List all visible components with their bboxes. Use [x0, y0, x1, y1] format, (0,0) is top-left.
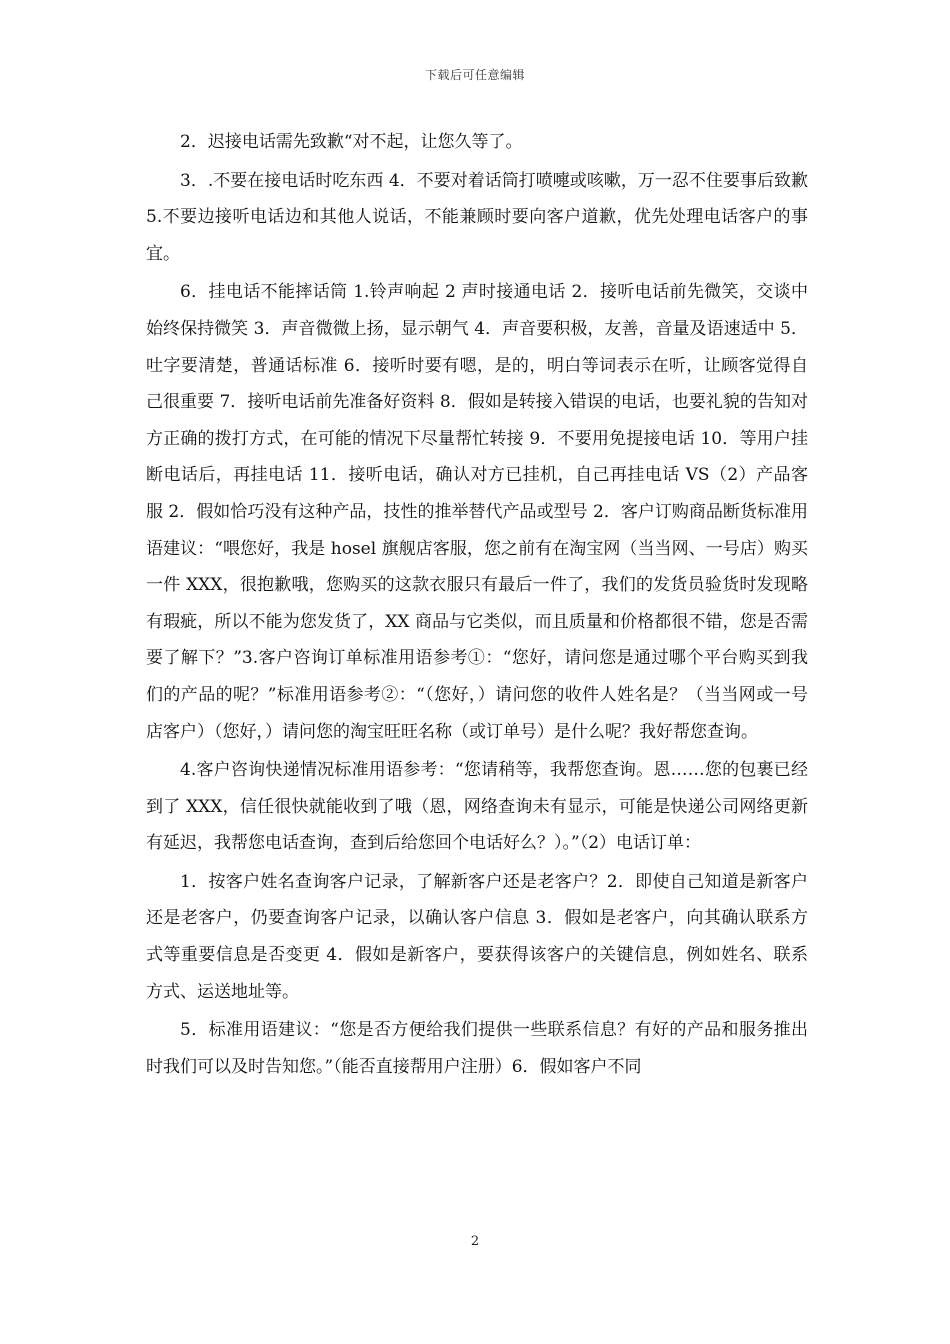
paragraph-2: 3．.不要在接电话时吃东西 4．不要对着话筒打喷嚏或咳嗽，万一忍不住要事后致歉 5.不要边接听电话边和其他人说话，不能兼顾时要向客户道歉，优先处理电话客户的事宜。 [146, 170, 808, 264]
document-body [146, 124, 808, 1087]
page-number: 2 [470, 1234, 480, 1249]
paragraph-3: 6．挂电话不能摔话筒 1.铃声响起 2 声时接通电话 2．接听电话前先微笑，交谈中始终保持微笑 3．声音微微上扬，显示朝气 4．声音要积极，友善，音量及语速适中 5．吐字要清楚，普通话标准 6．接听时要有嗯，是的，明白等词表示在听，让顾客觉得自己很重要 7．接听电话前先准备好资料 8．假如是转接入错误的电话，也要礼貌的告知对方正确的拨打方式，在可能的情况下尽量帮忙转接 9．不要用免提接电话 10．等用户挂断电话后，再挂电话 11．接听电话，确认对方已挂机，自己再挂电话 VS（2）产品客服 2．假如恰巧没有这种产品，技性的推举替代产品或型号 2．客户订购商品断货标准用语建议：“喂您好，我是 hosel 旗舰店客服，您之前有在淘宝网（当当网、一号店）购买一件 XXX，很抱歉哦，您购买的这款衣服只有最后一件了，我们的发货员验货时发现略有瑕疵，所以不能为您发货了，XX 商品与它类似，而且质量和价格都很不错，您是否需要了解下？”3.客户咨询订单标准用语参考①：“您好，请问您是通过哪个平台购买到我们的产品的呢？”标准用语参考②：“（您好，）请问您的收件人姓名是？（当当网或一号店客户）（您好，）请问您的淘宝旺旺名称（或订单号）是什么呢？我好帮您查询。 [146, 282, 808, 742]
paragraph-6: 5．标准用语建议：“您是否方便给我们提供一些联系信息？有好的产品和服务推出时我们可以及时告知您。”（能否直接帮用户注册）6．假如客户不同 [146, 1020, 808, 1077]
paragraph-1: 2．迟接电话需先致歉“对不起，让您久等了。 [180, 132, 523, 152]
paragraph-5: 1．按客户姓名查询客户记录，了解新客户还是老客户？2．即使自己知道是新客户还是老客户，仍要查询客户记录，以确认客户信息 3．假如是老客户，向其确认联系方式等重要信息是否变更 4．假如是新客户，要获得该客户的关键信息，例如姓名、联系方式、运送地址等。 [146, 871, 808, 1002]
paragraph-4: 4.客户咨询快递情况标准用语参考：“您请稍等，我帮您查询。恩……您的包裹已经到了 XXX，信任很快就能收到了哦（恩，网络查询未有显示，可能是快递公司网络更新有延迟，我帮您电话查询，查到后给您回个电话好么？）。”（2）电话订单： [146, 760, 808, 854]
page-header: 下载后可任意编辑 [424, 68, 525, 82]
